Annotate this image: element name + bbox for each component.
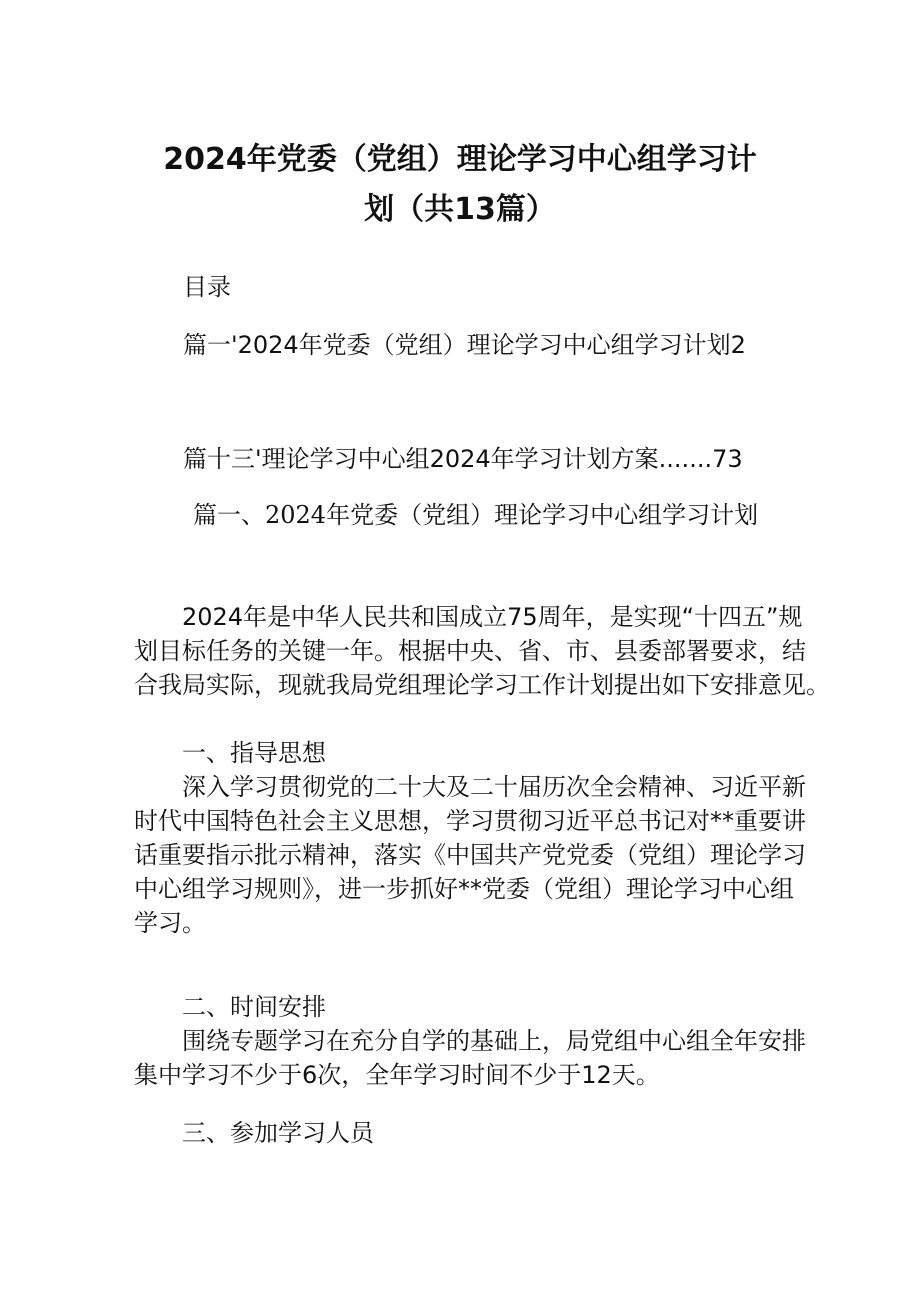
section-1-line-3: 话重要指示批示精神，落实《中国共产党党委（党组）理论学习 [134,841,806,869]
toc-heading: 目录 [183,273,231,301]
intro-line-3: 合我局实际，现就我局党组理论学习工作计划提出如下安排意见。 [134,671,830,699]
document-title-line-2: 划（共13篇） [364,192,556,227]
intro-line-2: 划目标任务的关键一年。根据中央、省、市、县委部署要求，结 [134,637,806,665]
section-2 [134,990,806,1092]
intro-line-1: 2024年是中华人民共和国成立75周年，是实现“十四五”规 [182,603,803,631]
section-2-line-1: 围绕专题学习在充分自学的基础上，局党组中心组全年安排 [182,1027,806,1055]
section-heading: 篇一、2024年党委（党组）理论学习中心组学习计划 [193,501,759,529]
section-3 [134,1116,794,1150]
document-title-line-1: 2024年党委（党组）理论学习中心组学习计 [163,142,757,177]
section-1-line-4: 中心组学习规则》，进一步抓好**党委（党组）理论学习中心组 [134,875,794,903]
section-1 [134,736,806,940]
section-1-line-5: 学习。 [134,909,206,937]
section-1-line-1: 深入学习贯彻党的二十大及二十届历次全会精神、习近平新 [182,773,806,801]
section-3-heading: 三、参加学习人员 [182,1119,374,1147]
section-2-line-2: 集中学习不少于6次，全年学习时间不少于12天。 [134,1061,660,1089]
toc-item-1[interactable]: 篇一'2024年党委（党组）理论学习中心组学习计划2 [183,331,746,359]
section-1-heading: 一、指导思想 [182,739,326,767]
intro-paragraph [134,600,830,702]
section-2-heading: 二、时间安排 [182,993,326,1021]
toc-item-13[interactable]: 篇十三'理论学习中心组2024年学习计划方案.......73 [183,445,743,473]
section-1-line-2: 时代中国特色社会主义思想，学习贯彻习近平总书记对**重要讲 [134,807,806,835]
